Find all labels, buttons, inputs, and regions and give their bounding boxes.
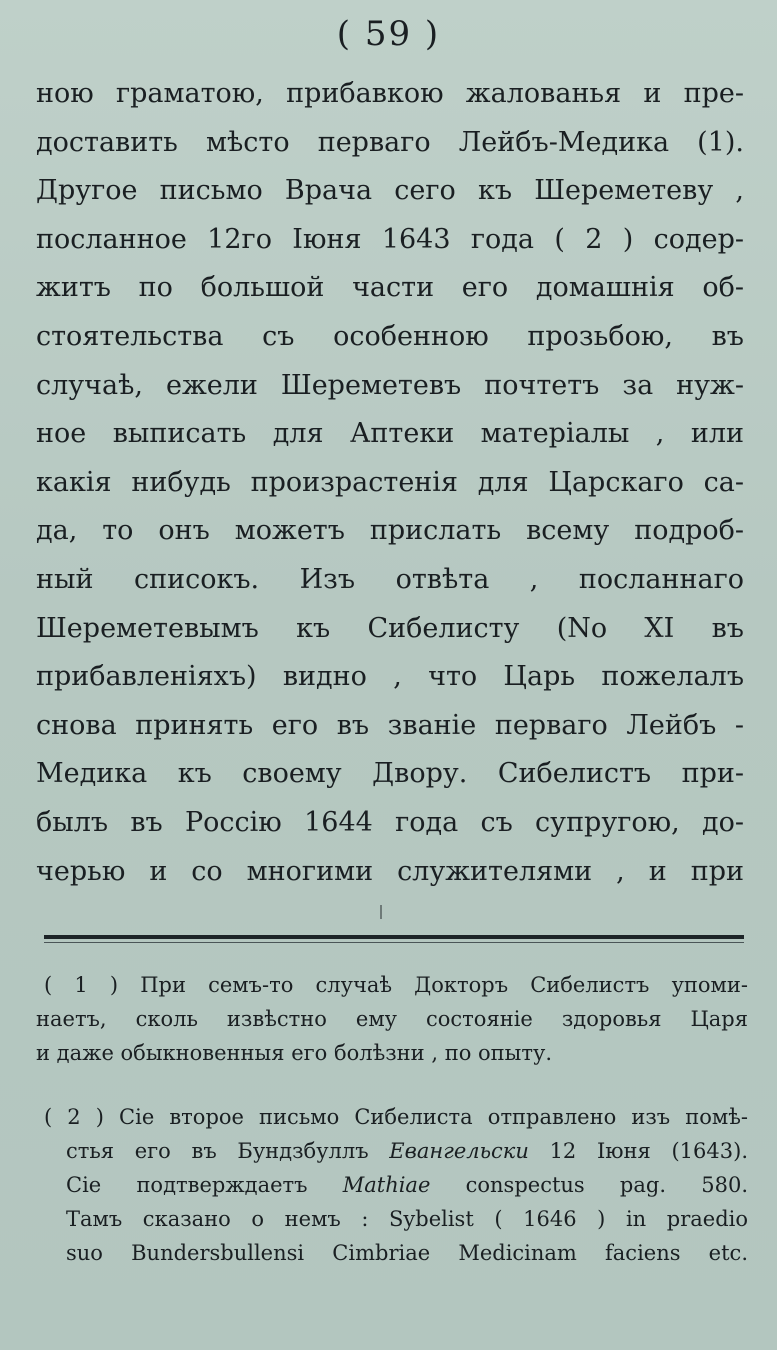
footnote-text: conspectus pag. 580. <box>430 1173 748 1197</box>
body-text <box>36 70 744 896</box>
body-line: ный списокъ. Изъ отвѣта , посланнаго <box>36 563 744 595</box>
footnote-line <box>36 1134 748 1168</box>
body-line: былъ въ Россію 1644 года съ супругою, до- <box>36 806 744 838</box>
footnote-text: 12 Іюня (1643). <box>528 1139 748 1163</box>
footnote-1 <box>36 968 748 1070</box>
footnote-line: Тамъ сказано о немъ : Sybelist ( 1646 ) in praedio <box>66 1207 748 1231</box>
body-line: Другое письмо Врача сего къ Шереметеву , <box>36 175 744 207</box>
footnote-line: suo Bundersbullensi Cimbriae Medicinam faciens etc. <box>66 1241 748 1265</box>
footnote-line: наетъ, сколь извѣстно ему состояніе здоровья Царя <box>36 1007 748 1031</box>
footnote-text: Сіе подтверждаетъ <box>66 1173 343 1197</box>
body-line: Шереметевымъ къ Сибелисту (No XI въ <box>36 612 744 644</box>
body-line: посланное 12го Іюня 1643 года ( 2 ) содер- <box>36 223 744 255</box>
footnote-line: ( 2 ) Сіе второе письмо Сибелиста отправлено изъ помѣ- <box>44 1105 748 1129</box>
body-line: какія нибудь произрастенія для Царскаго са- <box>36 466 744 498</box>
print-mark <box>380 905 382 919</box>
footnote-italic-text: Mathiae <box>342 1173 431 1197</box>
page-number: ( 59 ) <box>336 14 441 54</box>
body-line: черью и со многими служителями , и при <box>36 855 744 887</box>
footnote-divider-thin <box>44 942 744 943</box>
body-line: житъ по большой части его домашнія об- <box>36 272 744 304</box>
body-line: стоятельства съ особенною прозьбою, въ <box>36 320 744 352</box>
footnote-text: стья его въ Бундзбуллъ <box>66 1139 390 1163</box>
body-line: ное выписать для Аптеки матеріалы , или <box>36 418 744 450</box>
footnote-divider <box>44 935 744 939</box>
body-line: ною граматою, прибавкою жалованья и пре- <box>36 78 744 109</box>
body-line: Медика къ своему Двору. Сибелистъ при- <box>36 758 744 790</box>
body-line: снова принять его въ званіе перваго Лейбъ - <box>36 709 744 741</box>
footnote-line: и даже обыкновенныя его болѣзни , по опыту. <box>36 1041 553 1065</box>
body-line: случаѣ, ежели Шереметевъ почтетъ за нуж- <box>36 369 744 401</box>
body-line: да, то онъ можетъ прислать всему подроб- <box>36 515 744 547</box>
footnote-line <box>36 1168 748 1202</box>
footnote-italic-text: Евангельски <box>389 1139 529 1163</box>
footnotes <box>36 968 748 1270</box>
footnote-2 <box>36 1100 748 1270</box>
body-line: доставить мѣсто перваго Лейбъ-Медика (1). <box>36 126 744 158</box>
body-line: прибавленіяхъ) видно , что Царь пожелалъ <box>36 661 744 693</box>
footnote-line: ( 1 ) При семъ-то случаѣ Докторъ Сибелистъ упоми- <box>44 973 748 997</box>
